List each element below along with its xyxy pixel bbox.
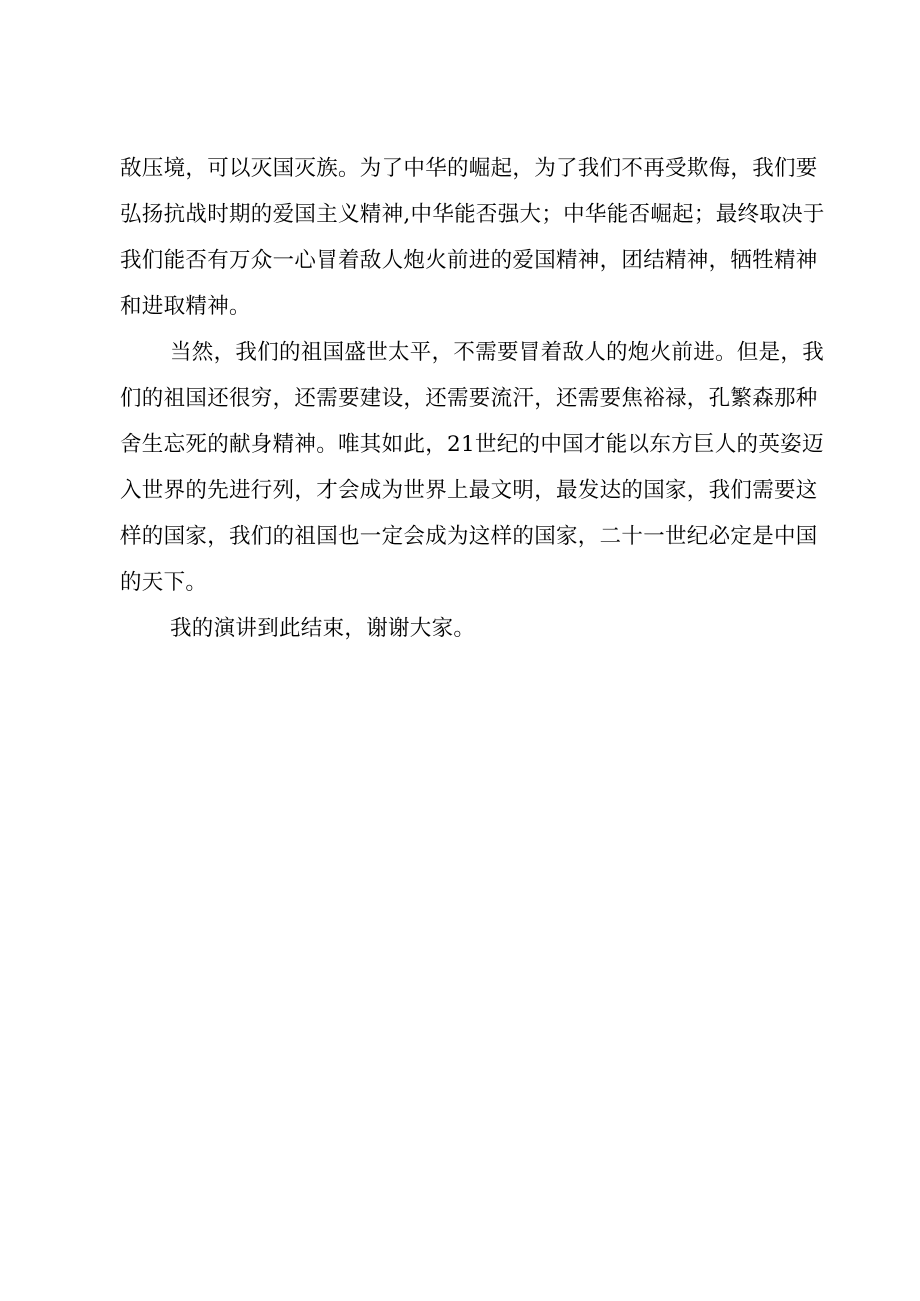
paragraph-1 <box>120 146 825 330</box>
paragraph-line: 舍生忘死的献身精神。唯其如此，21世纪的中国才能以东方巨人的英姿迈 <box>120 432 824 457</box>
paragraph-line: 我们能否有万众一心冒着敌人炮火前进的爱国精神，团结精神，牺牲精神 <box>120 248 818 273</box>
paragraph-3 <box>120 606 812 652</box>
paragraph-line: 当然，我们的祖国盛世太平，不需要冒着敌人的炮火前进。但是，我 <box>170 340 825 365</box>
paragraph-line: 我的演讲到此结束，谢谢大家。 <box>170 616 476 641</box>
paragraph-line: 和进取精神。 <box>120 294 251 319</box>
paragraph-line: 弘扬抗战时期的爱国主义精神,中华能否强大；中华能否崛起；最终取决于 <box>120 202 825 227</box>
paragraph-2 <box>120 330 825 606</box>
document-body <box>120 146 825 652</box>
paragraph-line: 们的祖国还很穷，还需要建设，还需要流汗，还需要焦裕禄，孔繁森那种 <box>120 386 818 411</box>
paragraph-line: 入世界的先进行列，才会成为世界上最文明，最发达的国家，我们需要这 <box>120 478 818 503</box>
paragraph-line: 敌压境，可以灭国灭族。为了中华的崛起，为了我们不再受欺侮，我们要 <box>120 156 818 181</box>
paragraph-line: 样的国家，我们的祖国也一定会成为这样的国家，二十一世纪必定是中国 <box>120 524 818 549</box>
paragraph-line: 的天下。 <box>120 570 208 595</box>
